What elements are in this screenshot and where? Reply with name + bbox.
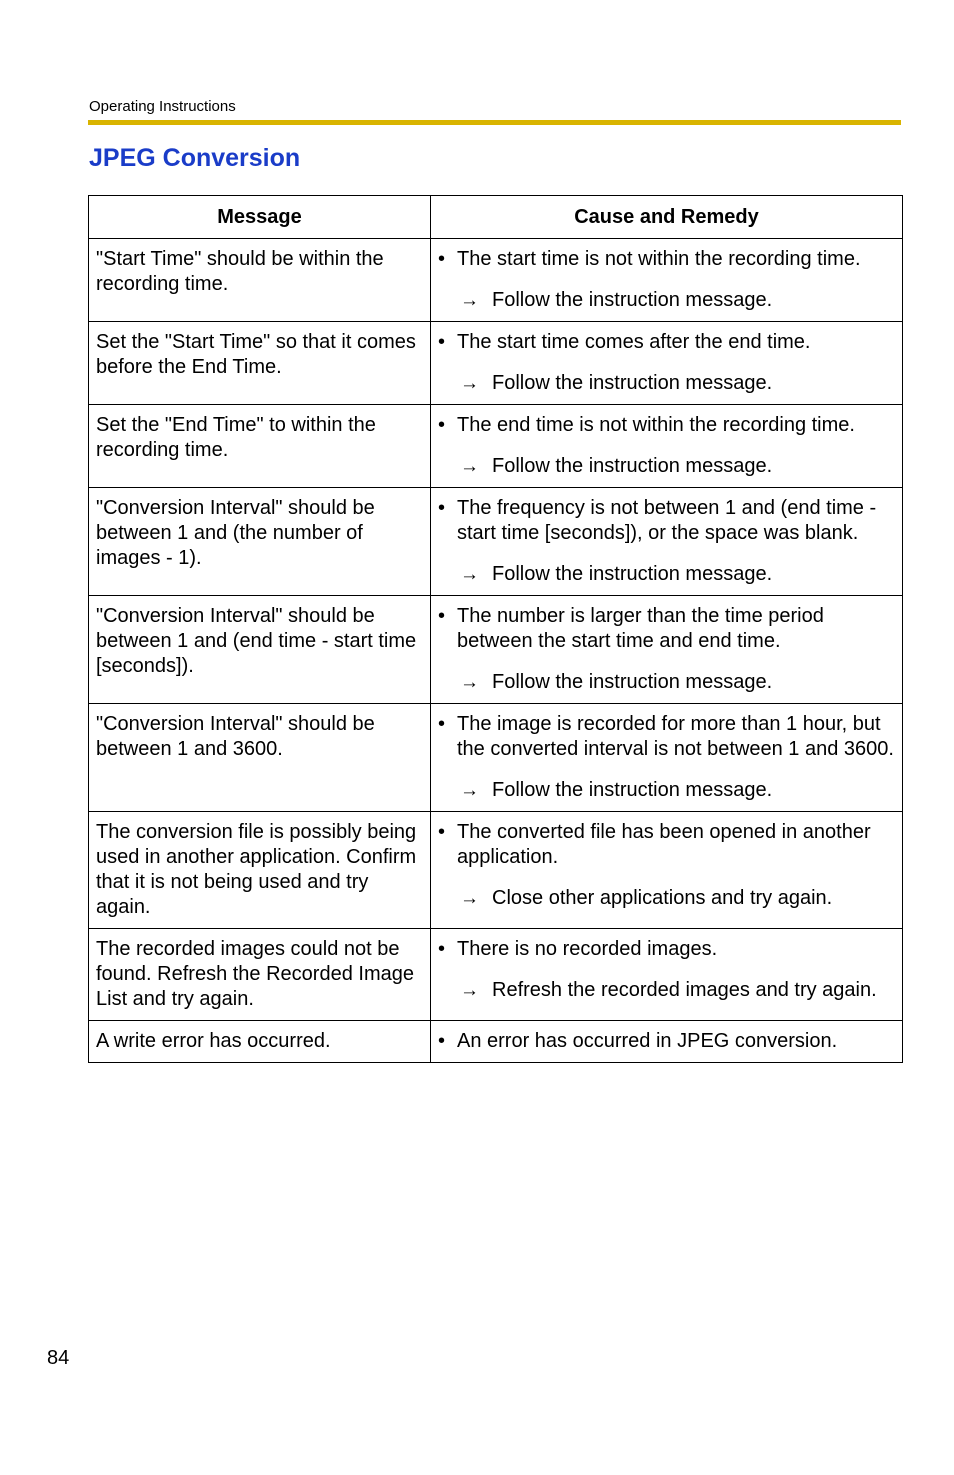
message-cell: "Conversion Interval" should be between 1 and 3600. (89, 704, 431, 812)
message-cell: Set the "Start Time" so that it comes before the End Time. (89, 322, 431, 405)
cause-remedy-cell (431, 812, 903, 929)
bullet-icon: • (438, 605, 446, 627)
remedy-text: Refresh the recorded images and try again. (492, 979, 877, 1001)
cause-text: There is no recorded images. (457, 938, 718, 960)
cause-remedy-cell (431, 929, 903, 1021)
cause-item (438, 937, 896, 962)
table-row (89, 405, 903, 488)
message-cell: "Conversion Interval" should be between 1 and (the number of images - 1). (89, 488, 431, 596)
cause-text: The number is larger than the time period between the start time and end time. (457, 605, 824, 652)
cause-remedy-cell (431, 488, 903, 596)
message-cell: "Start Time" should be within the recording time. (89, 239, 431, 322)
remedy-text: Follow the instruction message. (492, 779, 773, 801)
message-cell: The recorded images could not be found. Refresh the Recorded Image List and try again. (89, 929, 431, 1021)
bullet-icon: • (438, 331, 446, 353)
cause-item (438, 712, 896, 762)
cause-remedy-cell (431, 405, 903, 488)
section-title: JPEG Conversion (89, 144, 301, 172)
message-cell: The conversion file is possibly being used in another application. Confirm that it is not being used and try again. (89, 812, 431, 929)
error-message-table (88, 195, 903, 1063)
remedy-text: Follow the instruction message. (492, 289, 773, 311)
cause-item (438, 1029, 896, 1054)
table-row (89, 322, 903, 405)
remedy-line (438, 670, 896, 695)
cause-remedy-cell (431, 1021, 903, 1063)
bullet-icon: • (438, 1030, 446, 1052)
table-row (89, 812, 903, 929)
table-row (89, 596, 903, 704)
cause-text: The start time is not within the recording time. (457, 248, 861, 270)
cause-remedy-cell (431, 239, 903, 322)
running-header: Operating Instructions (89, 98, 236, 115)
remedy-text: Follow the instruction message. (492, 455, 773, 477)
arrow-right-icon: → (460, 980, 479, 1001)
cause-text: The start time comes after the end time. (457, 331, 811, 353)
arrow-right-icon: → (460, 373, 479, 394)
cause-remedy-cell (431, 322, 903, 405)
cause-item (438, 330, 896, 355)
table-row (89, 488, 903, 596)
message-cell: A write error has occurred. (89, 1021, 431, 1063)
remedy-line (438, 978, 896, 1003)
remedy-line (438, 371, 896, 396)
cause-item (438, 413, 896, 438)
arrow-right-icon: → (460, 780, 479, 801)
remedy-line (438, 886, 896, 911)
column-header-message: Message (89, 196, 431, 239)
cause-remedy-cell (431, 596, 903, 704)
page-number: 84 (47, 1347, 70, 1369)
cause-item (438, 820, 896, 870)
cause-text: The end time is not within the recording time. (457, 414, 855, 436)
table-row (89, 704, 903, 812)
table-row (89, 239, 903, 322)
cause-remedy-cell (431, 704, 903, 812)
bullet-icon: • (438, 713, 446, 735)
remedy-line (438, 454, 896, 479)
arrow-right-icon: → (460, 564, 479, 585)
column-header-cause-remedy: Cause and Remedy (431, 196, 903, 239)
cause-text: An error has occurred in JPEG conversion. (457, 1030, 838, 1052)
remedy-line (438, 778, 896, 803)
bullet-icon: • (438, 938, 446, 960)
arrow-right-icon: → (460, 290, 479, 311)
table-row (89, 929, 903, 1021)
remedy-text: Follow the instruction message. (492, 563, 773, 585)
message-cell: "Conversion Interval" should be between 1 and (end time - start time [seconds]). (89, 596, 431, 704)
remedy-text: Follow the instruction message. (492, 372, 773, 394)
table-row (89, 1021, 903, 1063)
remedy-text: Follow the instruction message. (492, 671, 773, 693)
bullet-icon: • (438, 497, 446, 519)
cause-text: The frequency is not between 1 and (end time - start time [seconds]), or the space was blank. (457, 497, 877, 544)
table-header-row (89, 196, 903, 239)
bullet-icon: • (438, 248, 446, 270)
bullet-icon: • (438, 821, 446, 843)
cause-item (438, 496, 896, 546)
cause-text: The converted file has been opened in another application. (457, 821, 871, 868)
message-cell: Set the "End Time" to within the recording time. (89, 405, 431, 488)
remedy-text: Close other applications and try again. (492, 887, 833, 909)
remedy-line (438, 288, 896, 313)
arrow-right-icon: → (460, 456, 479, 477)
remedy-line (438, 562, 896, 587)
arrow-right-icon: → (460, 888, 479, 909)
cause-item (438, 604, 896, 654)
cause-item (438, 247, 896, 272)
bullet-icon: • (438, 414, 446, 436)
arrow-right-icon: → (460, 672, 479, 693)
cause-text: The image is recorded for more than 1 hour, but the converted interval is not between 1 and 3600. (457, 713, 894, 760)
header-rule (88, 120, 901, 125)
